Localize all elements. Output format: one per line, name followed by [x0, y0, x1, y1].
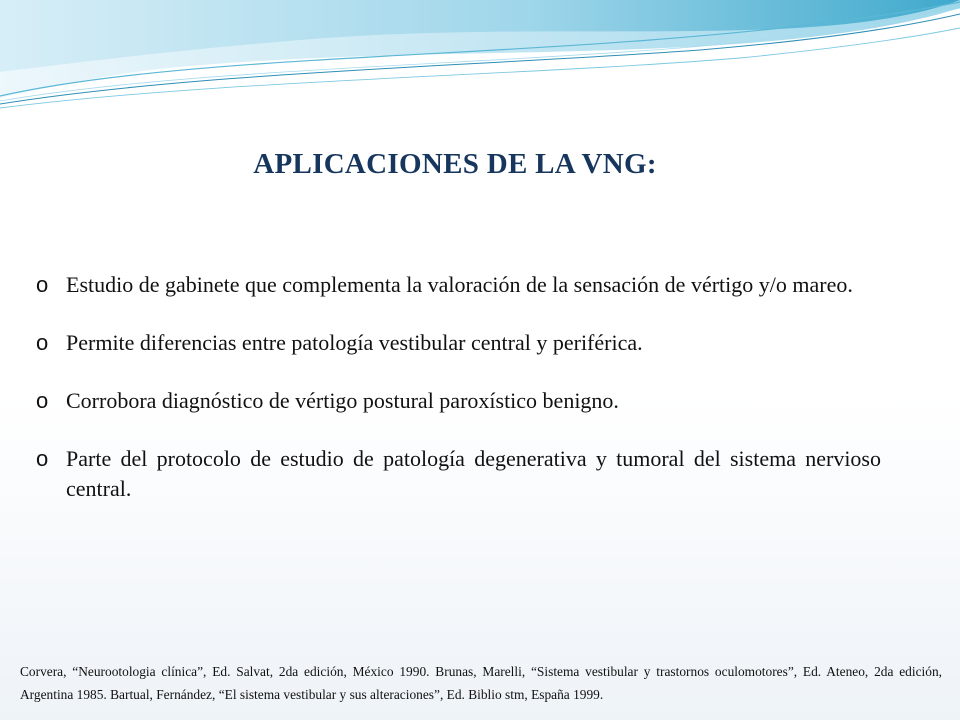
- bullet-marker: o: [36, 388, 49, 413]
- slide-title: APLICACIONES DE LA VNG:: [253, 148, 657, 180]
- bullet-text: Parte del protocolo de estudio de patología degenerativa y tumoral del sistema nervioso central.: [66, 446, 881, 501]
- references-footnote: Corvera, “Neurootologia clínica”, Ed. Salvat, 2da edición, México 1990. Brunas, Marelli, “Sistema vestibular y trastornos oculomotores”, Ed. Ateneo, 2da edición, Argentina 1985. Bartual, Fernández, “El sistema vestibular y sus alteraciones”, Ed. Biblio stm, España 1999.: [20, 664, 942, 702]
- bullet-text: Estudio de gabinete que complementa la valoración de la sensación de vértigo y/o mareo.: [66, 272, 853, 297]
- list-item: [36, 328, 881, 358]
- list-item: [36, 386, 881, 416]
- list-item: [36, 270, 881, 300]
- bullet-marker: o: [36, 446, 49, 471]
- decorative-wave-header: [0, 0, 960, 140]
- bullet-marker: o: [36, 330, 49, 355]
- bullet-list: [36, 270, 881, 532]
- bullet-text: Permite diferencias entre patología vestibular central y periférica.: [66, 330, 643, 355]
- bullet-text: Corrobora diagnóstico de vértigo postural paroxístico benigno.: [66, 388, 619, 413]
- bullet-marker: o: [36, 272, 49, 297]
- list-item: [36, 444, 881, 504]
